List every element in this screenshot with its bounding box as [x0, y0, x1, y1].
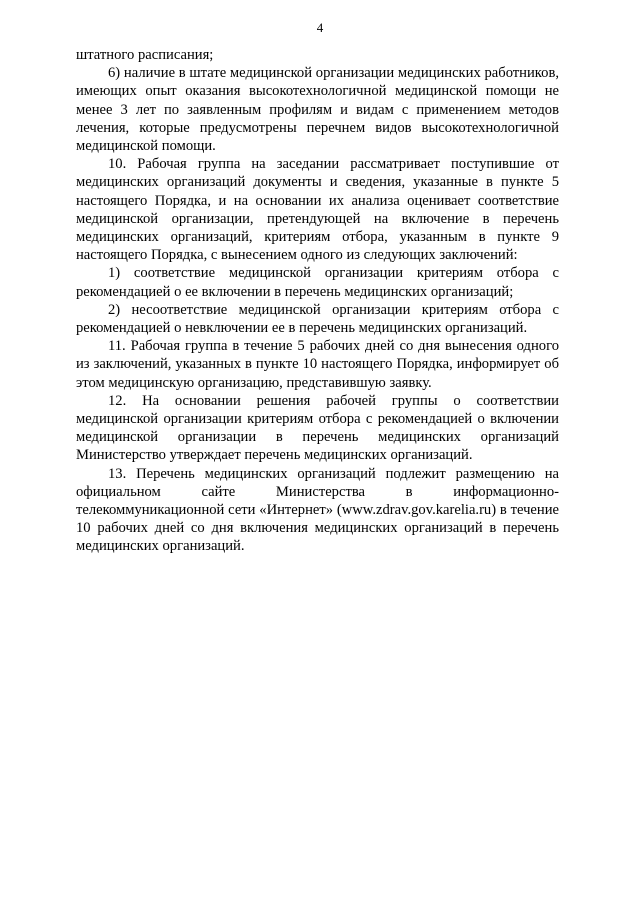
- paragraph-clause-13: 13. Перечень медицинских организаций подлежит размещению на официальном сайте Министерства в информационно-телекоммуникационной сети «Интернет» (www.zdrav.gov.karelia.ru) в течение 10 рабочих дней со дня включения медицинских организаций в перечень медицинских организаций.: [76, 465, 559, 555]
- paragraph-clause-11: 11. Рабочая группа в течение 5 рабочих дней со дня вынесения одного из заключений, указанных в пункте 10 настоящего Порядка, информирует об этом медицинскую организацию, представившую заявку.: [76, 338, 559, 391]
- paragraph-clause-12: 12. На основании решения рабочей группы о соответствии медицинской организации критериям отбора с рекомендацией о включении медицинской организации в перечень медицинских организаций Министерство утверждает перечень медицинских организаций.: [76, 392, 559, 464]
- paragraph-continuation: штатного расписания;: [76, 47, 214, 63]
- paragraph-item-6: 6) наличие в штате медицинской организации медицинских работников, имеющих опыт оказания высокотехнологичной медицинской помощи не менее 3 лет по заявленным профилям и видам с применением методов лечения, которые предусмотрены перечнем видов высокотехнологичной медицинской помощи.: [76, 65, 559, 155]
- page-number: 4: [316, 20, 324, 35]
- document-body: [76, 46, 559, 556]
- paragraph-clause-10: 10. Рабочая группа на заседании рассматривает поступившие от медицинских организаций документы и сведения, указанные в пункте 5 настоящего Порядка, и на основании их анализа оценивает соответствие медицинской организации, претендующей на включение в перечень медицинских организаций, критериям отбора, указанным в пункте 9 настоящего Порядка, с вынесением одного из следующих заключений:: [76, 156, 559, 264]
- paragraph-item-1: 1) соответствие медицинской организации критериям отбора с рекомендацией о ее включении в перечень медицинских организаций;: [76, 265, 559, 300]
- paragraph-item-2: 2) несоответствие медицинской организации критериям отбора с рекомендацией о невключении ее в перечень медицинских организаций.: [76, 301, 559, 337]
